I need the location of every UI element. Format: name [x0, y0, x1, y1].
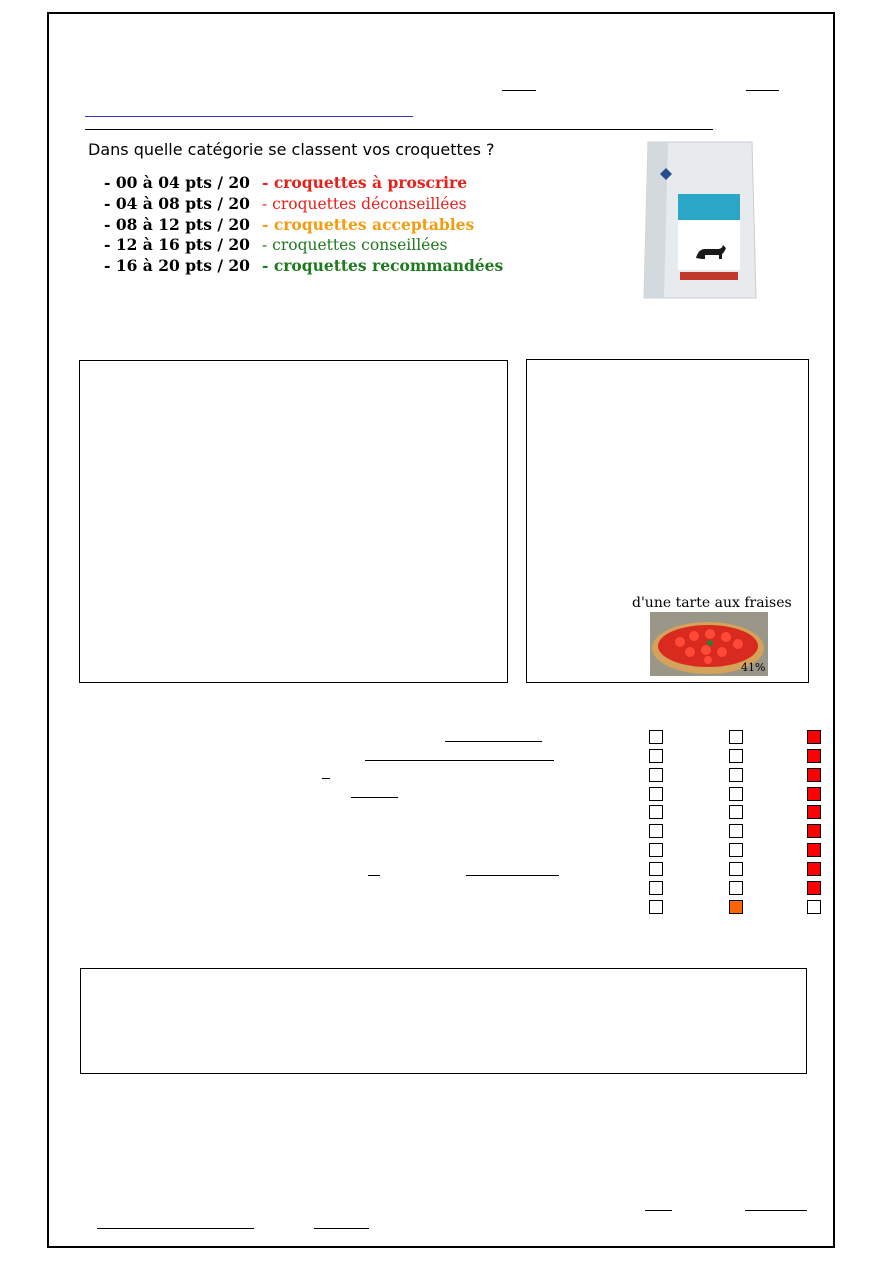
blank-line [368, 875, 380, 876]
checkbox[interactable] [729, 749, 743, 763]
checkbox[interactable] [729, 843, 743, 857]
checkbox[interactable] [649, 843, 663, 857]
checkbox[interactable] [649, 787, 663, 801]
checkbox[interactable] [649, 749, 663, 763]
checkbox[interactable] [729, 862, 743, 876]
category-question: Dans quelle catégorie se classent vos croquettes ? [88, 140, 495, 159]
left-content-box [79, 360, 508, 683]
separator-line [85, 129, 713, 130]
checkbox[interactable] [807, 862, 821, 876]
checkbox[interactable] [649, 730, 663, 744]
blank-line [314, 1228, 369, 1229]
scale-range: - 00 à 04 pts / 20 [104, 173, 250, 192]
scale-category: - croquettes recommandées [262, 256, 504, 276]
checkbox[interactable] [807, 749, 821, 763]
checkbox[interactable] [729, 900, 743, 914]
product-image [640, 138, 760, 302]
checkbox[interactable] [649, 900, 663, 914]
scale-category: - croquettes déconseillées [262, 194, 467, 213]
blank-line [351, 797, 398, 798]
bottom-content-box [80, 968, 807, 1074]
blank-line [445, 741, 542, 742]
blank-line [645, 1210, 672, 1211]
scale-row [104, 173, 503, 194]
checkbox[interactable] [649, 805, 663, 819]
checkbox[interactable] [807, 805, 821, 819]
scale-row [104, 235, 503, 256]
checkbox[interactable] [807, 787, 821, 801]
scale-range: - 08 à 12 pts / 20 [104, 214, 250, 234]
tart-caption: d'une tarte aux fraises [632, 595, 792, 611]
scale-row [104, 256, 503, 277]
scale-row [104, 215, 503, 236]
scale-range: - 12 à 16 pts / 20 [104, 235, 250, 255]
scale-range: - 04 à 08 pts / 20 [104, 193, 250, 213]
checkbox[interactable] [729, 824, 743, 838]
checkbox[interactable] [807, 900, 821, 914]
blank-line [322, 778, 330, 779]
scale-category: - croquettes conseillées [262, 236, 448, 255]
checkbox[interactable] [649, 881, 663, 895]
blank-line [745, 1210, 807, 1211]
link-underline [85, 116, 413, 117]
checkbox[interactable] [807, 768, 821, 782]
checkbox[interactable] [649, 768, 663, 782]
blank-line [746, 90, 779, 91]
checkbox[interactable] [807, 881, 821, 895]
checkbox[interactable] [649, 862, 663, 876]
checkbox[interactable] [807, 730, 821, 744]
checkbox[interactable] [729, 768, 743, 782]
scale-category: - croquettes acceptables [262, 214, 475, 234]
scale-row [104, 194, 503, 215]
blank-line [466, 875, 559, 876]
checkbox[interactable] [729, 805, 743, 819]
checkbox[interactable] [729, 881, 743, 895]
blank-line [502, 90, 536, 91]
score-scale [104, 173, 503, 277]
scale-range: - 16 à 20 pts / 20 [104, 256, 250, 276]
checkbox[interactable] [729, 787, 743, 801]
tart-percent: 41% [741, 661, 766, 674]
checkbox[interactable] [807, 824, 821, 838]
blank-line [365, 760, 554, 761]
checkbox[interactable] [807, 843, 821, 857]
checkbox[interactable] [729, 730, 743, 744]
scale-category: - croquettes à proscrire [262, 173, 468, 192]
checkbox[interactable] [649, 824, 663, 838]
blank-line [97, 1228, 254, 1229]
